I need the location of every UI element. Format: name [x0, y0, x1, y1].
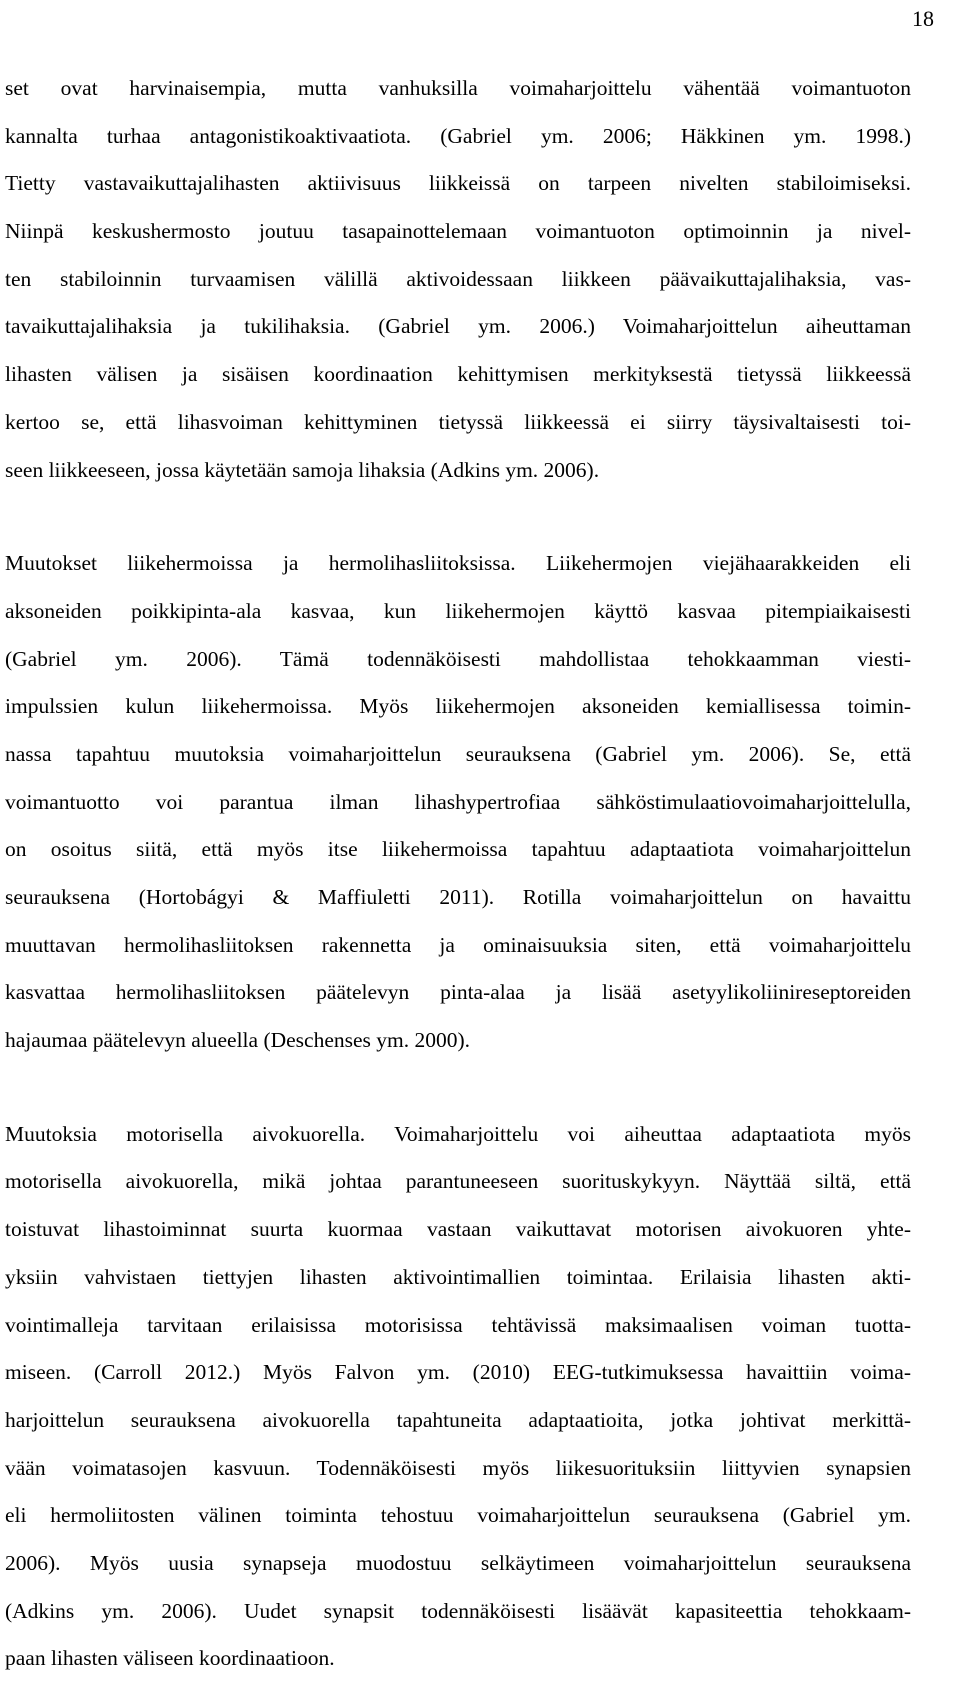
text-line: lihasten välisen ja sisäisen koordinaation kehittymisen merkityksestä tietyssä liikkeessä	[5, 362, 911, 387]
text-line: motorisella aivokuorella, mikä johtaa parantuneeseen suorituskykyyn. Näyttää siltä, että	[5, 1169, 911, 1194]
text-line: aksoneiden poikkipinta-ala kasvaa, kun liikehermojen käyttö kasvaa pitempiaikaisesti	[5, 598, 911, 623]
text-line: voimantuotto voi parantua ilman lihashypertrofiaa sähköstimulaatiovoimaharjoittelulla,	[5, 789, 911, 814]
text-line: hajaumaa päätelevyn alueella (Deschenses ym. 2000).	[5, 1028, 471, 1053]
text-line: seen liikkeeseen, jossa käytetään samoja lihaksia (Adkins ym. 2006).	[5, 457, 600, 482]
text-line: (Gabriel ym. 2006). Tämä todennäköisesti mahdollistaa tehokkaamman viesti-	[5, 646, 911, 671]
text-line: nassa tapahtuu muutoksia voimaharjoittelun seurauksena (Gabriel ym. 2006). Se, että	[5, 741, 911, 766]
text-line: ten stabiloinnin turvaamisen välillä aktivoidessaan liikkeen päävaikuttajalihaksia, vas-	[5, 266, 911, 291]
text-line: Muutokset liikehermoissa ja hermolihasliitoksissa. Liikehermojen viejähaarakkeiden eli	[5, 551, 911, 576]
text-line: vään voimatasojen kasvuun. Todennäköisesti myös liikesuorituksiin liittyvien synapsien	[5, 1455, 911, 1480]
text-line: set ovat harvinaisempia, mutta vanhuksilla voimaharjoittelu vähentää voimantuoton	[5, 76, 911, 100]
text-line: (Adkins ym. 2006). Uudet synapsit todennäköisesti lisäävät kapasiteettia tehokkaam-	[5, 1598, 911, 1623]
text-line: tavaikuttajalihaksia ja tukilihaksia. (Gabriel ym. 2006.) Voimaharjoittelun aiheuttaman	[5, 314, 911, 339]
text-line: on osoitus siitä, että myös itse liikehermoissa tapahtuu adaptaatiota voimaharjoittelun	[5, 837, 911, 862]
text-line: kasvattaa hermolihasliitoksen päätelevyn pinta-alaa ja lisää asetyylikoliinireseptoreiden	[5, 980, 911, 1005]
text-line: impulssien kulun liikehermoissa. Myös liikehermojen aksoneiden kemiallisessa toimin-	[5, 694, 911, 719]
text-line: yksiin vahvistaen tiettyjen lihasten aktivointimallien toimintaa. Erilaisia lihasten akti-	[5, 1264, 911, 1289]
text-line: seurauksena (Hortobágyi & Maffiuletti 2011). Rotilla voimaharjoittelun on havaittu	[5, 885, 911, 909]
page-number: 18	[912, 6, 934, 31]
paragraph-antagonist-coactivation	[5, 68, 911, 497]
text-line: 2006). Myös uusia synapseja muodostuu selkäytimeen voimaharjoittelun seurauksena	[5, 1550, 911, 1575]
text-line: paan lihasten väliseen koordinaatioon.	[5, 1646, 335, 1671]
text-line: miseen. (Carroll 2012.) Myös Falvon ym. (2010) EEG-tutkimuksessa havaittiin voima-	[5, 1360, 911, 1385]
text-line: muuttavan hermolihasliitoksen rakennetta ja ominaisuuksia siten, että voimaharjoittelu	[5, 932, 911, 957]
text-line: vointimalleja tarvitaan erilaisissa motorisissa tehtävissä maksimaalisen voiman tuotta-	[5, 1312, 911, 1337]
text-line: Muutoksia motorisella aivokuorella. Voimaharjoittelu voi aiheuttaa adaptaatiota myös	[5, 1121, 911, 1146]
paragraph-spacer	[5, 1068, 911, 1114]
paragraph-motor-nerves	[5, 543, 911, 1068]
text-line: harjoittelun seurauksena aivokuorella tapahtuneita adaptaatioita, jotka johtivat merkittä-	[5, 1407, 911, 1432]
text-line: kertoo se, että lihasvoiman kehittyminen tietyssä liikkeessä ei siirry täysivaltaisesti toi-	[5, 409, 911, 434]
text-line: toistuvat lihastoiminnat suurta kuormaa vastaan vaikuttavat motorisen aivokuoren yhte-	[5, 1217, 911, 1242]
document-body	[5, 68, 911, 1686]
paragraph-motor-cortex	[5, 1114, 911, 1686]
text-line: eli hermoliitosten välinen toiminta tehostuu voimaharjoittelun seurauksena (Gabriel ym.	[5, 1503, 911, 1528]
text-line: kannalta turhaa antagonistikoaktivaatiota. (Gabriel ym. 2006; Häkkinen ym. 1998.)	[5, 123, 911, 148]
text-line: Niinpä keskushermosto joutuu tasapainottelemaan voimantuoton optimoinnin ja nivel-	[5, 219, 911, 244]
text-line: Tietty vastavaikuttajalihasten aktiivisuus liikkeissä on tarpeen nivelten stabiloimiseksi.	[5, 171, 911, 196]
paragraph-spacer	[5, 497, 911, 543]
